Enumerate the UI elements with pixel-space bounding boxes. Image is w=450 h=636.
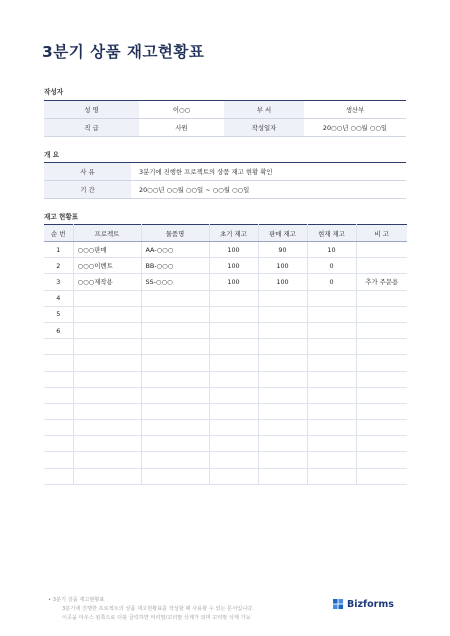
cell-current-stock[interactable]: 10 bbox=[307, 242, 356, 258]
cell-no[interactable] bbox=[44, 339, 73, 355]
table-row bbox=[44, 355, 407, 371]
table-row bbox=[44, 387, 407, 403]
col-project: 프로젝트 bbox=[73, 225, 141, 242]
value-position[interactable]: 사원 bbox=[139, 119, 224, 137]
label-reason: 사 유 bbox=[44, 163, 131, 181]
footer-bullet: • bbox=[48, 597, 52, 603]
cell-no[interactable]: 1 bbox=[44, 242, 73, 258]
cell-item[interactable] bbox=[141, 322, 209, 338]
cell-current-stock[interactable] bbox=[307, 420, 356, 436]
cell-initial-stock[interactable] bbox=[209, 420, 258, 436]
cell-initial-stock[interactable]: 100 bbox=[209, 242, 258, 258]
cell-project[interactable] bbox=[73, 420, 141, 436]
cell-remarks[interactable]: 추가 주문용 bbox=[356, 274, 407, 290]
cell-item[interactable] bbox=[141, 436, 209, 452]
cell-item[interactable] bbox=[141, 468, 209, 484]
cell-item[interactable] bbox=[141, 403, 209, 419]
inventory-section-heading: 재고 현황표 bbox=[44, 213, 79, 221]
cell-item[interactable]: AA-○○○ bbox=[141, 242, 209, 258]
cell-initial-stock[interactable] bbox=[209, 355, 258, 371]
footer-line-1: 3분기에 진행한 프로젝트의 상품 재고현황표를 작성할 때 사용할 수 있는 문서입니다. bbox=[62, 606, 254, 612]
table-row bbox=[44, 452, 407, 468]
overview-row bbox=[44, 181, 406, 199]
cell-project[interactable] bbox=[73, 322, 141, 338]
cell-project[interactable] bbox=[73, 371, 141, 387]
value-date[interactable]: 20○○년 ○○월 ○○일 bbox=[304, 119, 406, 137]
cell-current-stock[interactable] bbox=[307, 371, 356, 387]
cell-sold-stock[interactable] bbox=[258, 306, 307, 322]
table-row bbox=[44, 306, 407, 322]
cell-item[interactable] bbox=[141, 290, 209, 306]
cell-project[interactable] bbox=[73, 339, 141, 355]
cell-item[interactable] bbox=[141, 355, 209, 371]
inventory-header-row bbox=[44, 225, 407, 242]
cell-current-stock[interactable] bbox=[307, 468, 356, 484]
cell-remarks[interactable] bbox=[356, 290, 407, 306]
cell-project[interactable] bbox=[73, 306, 141, 322]
cell-sold-stock[interactable] bbox=[258, 355, 307, 371]
page-title: 3분기 상품 재고현황표 bbox=[42, 43, 205, 61]
cell-sold-stock[interactable] bbox=[258, 371, 307, 387]
overview-section-heading: 개 요 bbox=[44, 151, 60, 159]
cell-remarks[interactable] bbox=[356, 403, 407, 419]
cell-remarks[interactable] bbox=[356, 468, 407, 484]
brand-name: Bizforms bbox=[347, 599, 394, 610]
table-row bbox=[44, 242, 407, 258]
cell-item[interactable] bbox=[141, 420, 209, 436]
cell-current-stock[interactable] bbox=[307, 452, 356, 468]
cell-initial-stock[interactable]: 100 bbox=[209, 274, 258, 290]
table-row bbox=[44, 468, 407, 484]
cell-current-stock[interactable] bbox=[307, 339, 356, 355]
cell-remarks[interactable] bbox=[356, 242, 407, 258]
cell-project[interactable]: ○○○제작용 bbox=[73, 274, 141, 290]
cell-initial-stock[interactable] bbox=[209, 436, 258, 452]
col-no: 순 번 bbox=[44, 225, 73, 242]
cell-no[interactable]: 2 bbox=[44, 258, 73, 274]
label-period: 기 간 bbox=[44, 181, 131, 199]
cell-initial-stock[interactable] bbox=[209, 387, 258, 403]
footer-line-2: 이곳을 마우스 왼쪽으로 더블 클릭하면 머리말/꼬리말 삭제가 되며 꼬리말 삭제 가능 bbox=[62, 615, 251, 621]
cell-remarks[interactable] bbox=[356, 322, 407, 338]
cell-no[interactable] bbox=[44, 355, 73, 371]
cell-initial-stock[interactable] bbox=[209, 290, 258, 306]
value-period[interactable]: 20○○년 ○○월 ○○일 ~ ○○월 ○○일 bbox=[131, 181, 406, 199]
cell-no[interactable]: 6 bbox=[44, 322, 73, 338]
cell-remarks[interactable] bbox=[356, 355, 407, 371]
author-row bbox=[44, 101, 406, 119]
cell-remarks[interactable] bbox=[356, 339, 407, 355]
label-position: 직 급 bbox=[44, 119, 139, 137]
table-row bbox=[44, 322, 407, 338]
cell-initial-stock[interactable] bbox=[209, 468, 258, 484]
overview-table bbox=[44, 162, 406, 199]
cell-project[interactable]: ○○○판매 bbox=[73, 242, 141, 258]
author-table bbox=[44, 100, 406, 137]
table-row bbox=[44, 290, 407, 306]
cell-sold-stock[interactable] bbox=[258, 468, 307, 484]
footer-title: 3분기 상품 재고현황표 bbox=[52, 597, 105, 603]
cell-initial-stock[interactable]: 100 bbox=[209, 258, 258, 274]
author-section-heading: 작성자 bbox=[44, 88, 64, 96]
cell-remarks[interactable] bbox=[356, 452, 407, 468]
label-department: 부 서 bbox=[224, 101, 304, 119]
cell-no[interactable]: 3 bbox=[44, 274, 73, 290]
cell-remarks[interactable] bbox=[356, 387, 407, 403]
cell-item[interactable] bbox=[141, 387, 209, 403]
cell-initial-stock[interactable] bbox=[209, 339, 258, 355]
cell-item[interactable] bbox=[141, 306, 209, 322]
cell-project[interactable] bbox=[73, 468, 141, 484]
cell-project[interactable]: ○○○이벤트 bbox=[73, 258, 141, 274]
inventory-table bbox=[44, 224, 407, 485]
label-date: 작성일자 bbox=[224, 119, 304, 137]
bizforms-logo-icon bbox=[333, 599, 344, 610]
cell-no[interactable] bbox=[44, 436, 73, 452]
cell-sold-stock[interactable] bbox=[258, 339, 307, 355]
cell-no[interactable] bbox=[44, 403, 73, 419]
cell-item[interactable] bbox=[141, 339, 209, 355]
cell-sold-stock[interactable] bbox=[258, 290, 307, 306]
cell-current-stock[interactable]: 0 bbox=[307, 274, 356, 290]
cell-project[interactable] bbox=[73, 403, 141, 419]
cell-current-stock[interactable]: 0 bbox=[307, 258, 356, 274]
cell-sold-stock[interactable] bbox=[258, 420, 307, 436]
cell-no[interactable] bbox=[44, 420, 73, 436]
cell-remarks[interactable] bbox=[356, 306, 407, 322]
cell-sold-stock[interactable] bbox=[258, 387, 307, 403]
cell-current-stock[interactable] bbox=[307, 387, 356, 403]
cell-project[interactable] bbox=[73, 452, 141, 468]
cell-item[interactable]: BB-○○○ bbox=[141, 258, 209, 274]
cell-sold-stock[interactable] bbox=[258, 322, 307, 338]
cell-current-stock[interactable] bbox=[307, 290, 356, 306]
cell-initial-stock[interactable] bbox=[209, 322, 258, 338]
cell-initial-stock[interactable] bbox=[209, 306, 258, 322]
cell-current-stock[interactable] bbox=[307, 322, 356, 338]
cell-no[interactable] bbox=[44, 387, 73, 403]
table-row bbox=[44, 371, 407, 387]
cell-sold-stock[interactable]: 100 bbox=[258, 258, 307, 274]
cell-item[interactable]: SS-○○○ bbox=[141, 274, 209, 290]
cell-initial-stock[interactable] bbox=[209, 403, 258, 419]
cell-sold-stock[interactable] bbox=[258, 403, 307, 419]
col-item: 물품명 bbox=[141, 225, 209, 242]
col-sold-stock: 판매 재고 bbox=[258, 225, 307, 242]
footer-note bbox=[48, 596, 254, 623]
cell-no[interactable]: 4 bbox=[44, 290, 73, 306]
cell-remarks[interactable] bbox=[356, 258, 407, 274]
table-row bbox=[44, 436, 407, 452]
cell-sold-stock[interactable]: 90 bbox=[258, 242, 307, 258]
cell-project[interactable] bbox=[73, 355, 141, 371]
cell-remarks[interactable] bbox=[356, 371, 407, 387]
cell-no[interactable] bbox=[44, 468, 73, 484]
cell-no[interactable] bbox=[44, 371, 73, 387]
cell-sold-stock[interactable] bbox=[258, 436, 307, 452]
cell-no[interactable]: 5 bbox=[44, 306, 73, 322]
cell-project[interactable] bbox=[73, 436, 141, 452]
table-row bbox=[44, 339, 407, 355]
cell-sold-stock[interactable] bbox=[258, 452, 307, 468]
author-row bbox=[44, 119, 406, 137]
overview-row bbox=[44, 163, 406, 181]
cell-item[interactable] bbox=[141, 371, 209, 387]
cell-initial-stock[interactable] bbox=[209, 452, 258, 468]
cell-current-stock[interactable] bbox=[307, 306, 356, 322]
cell-sold-stock[interactable]: 100 bbox=[258, 274, 307, 290]
cell-current-stock[interactable] bbox=[307, 355, 356, 371]
col-current-stock: 현재 재고 bbox=[307, 225, 356, 242]
cell-no[interactable] bbox=[44, 452, 73, 468]
col-remarks: 비 고 bbox=[356, 225, 407, 242]
table-row bbox=[44, 420, 407, 436]
brand-logo[interactable] bbox=[333, 599, 394, 610]
cell-project[interactable] bbox=[73, 290, 141, 306]
cell-initial-stock[interactable] bbox=[209, 371, 258, 387]
cell-remarks[interactable] bbox=[356, 420, 407, 436]
value-name[interactable]: 이○○ bbox=[139, 101, 224, 119]
value-department[interactable]: 생산부 bbox=[304, 101, 406, 119]
table-row bbox=[44, 258, 407, 274]
col-initial-stock: 초기 재고 bbox=[209, 225, 258, 242]
value-reason[interactable]: 3분기에 진행한 프로젝트의 상품 재고 현황 확인 bbox=[131, 163, 406, 181]
table-row bbox=[44, 403, 407, 419]
cell-project[interactable] bbox=[73, 387, 141, 403]
label-name: 성 명 bbox=[44, 101, 139, 119]
cell-item[interactable] bbox=[141, 452, 209, 468]
cell-remarks[interactable] bbox=[356, 436, 407, 452]
cell-current-stock[interactable] bbox=[307, 436, 356, 452]
cell-current-stock[interactable] bbox=[307, 403, 356, 419]
table-row bbox=[44, 274, 407, 290]
